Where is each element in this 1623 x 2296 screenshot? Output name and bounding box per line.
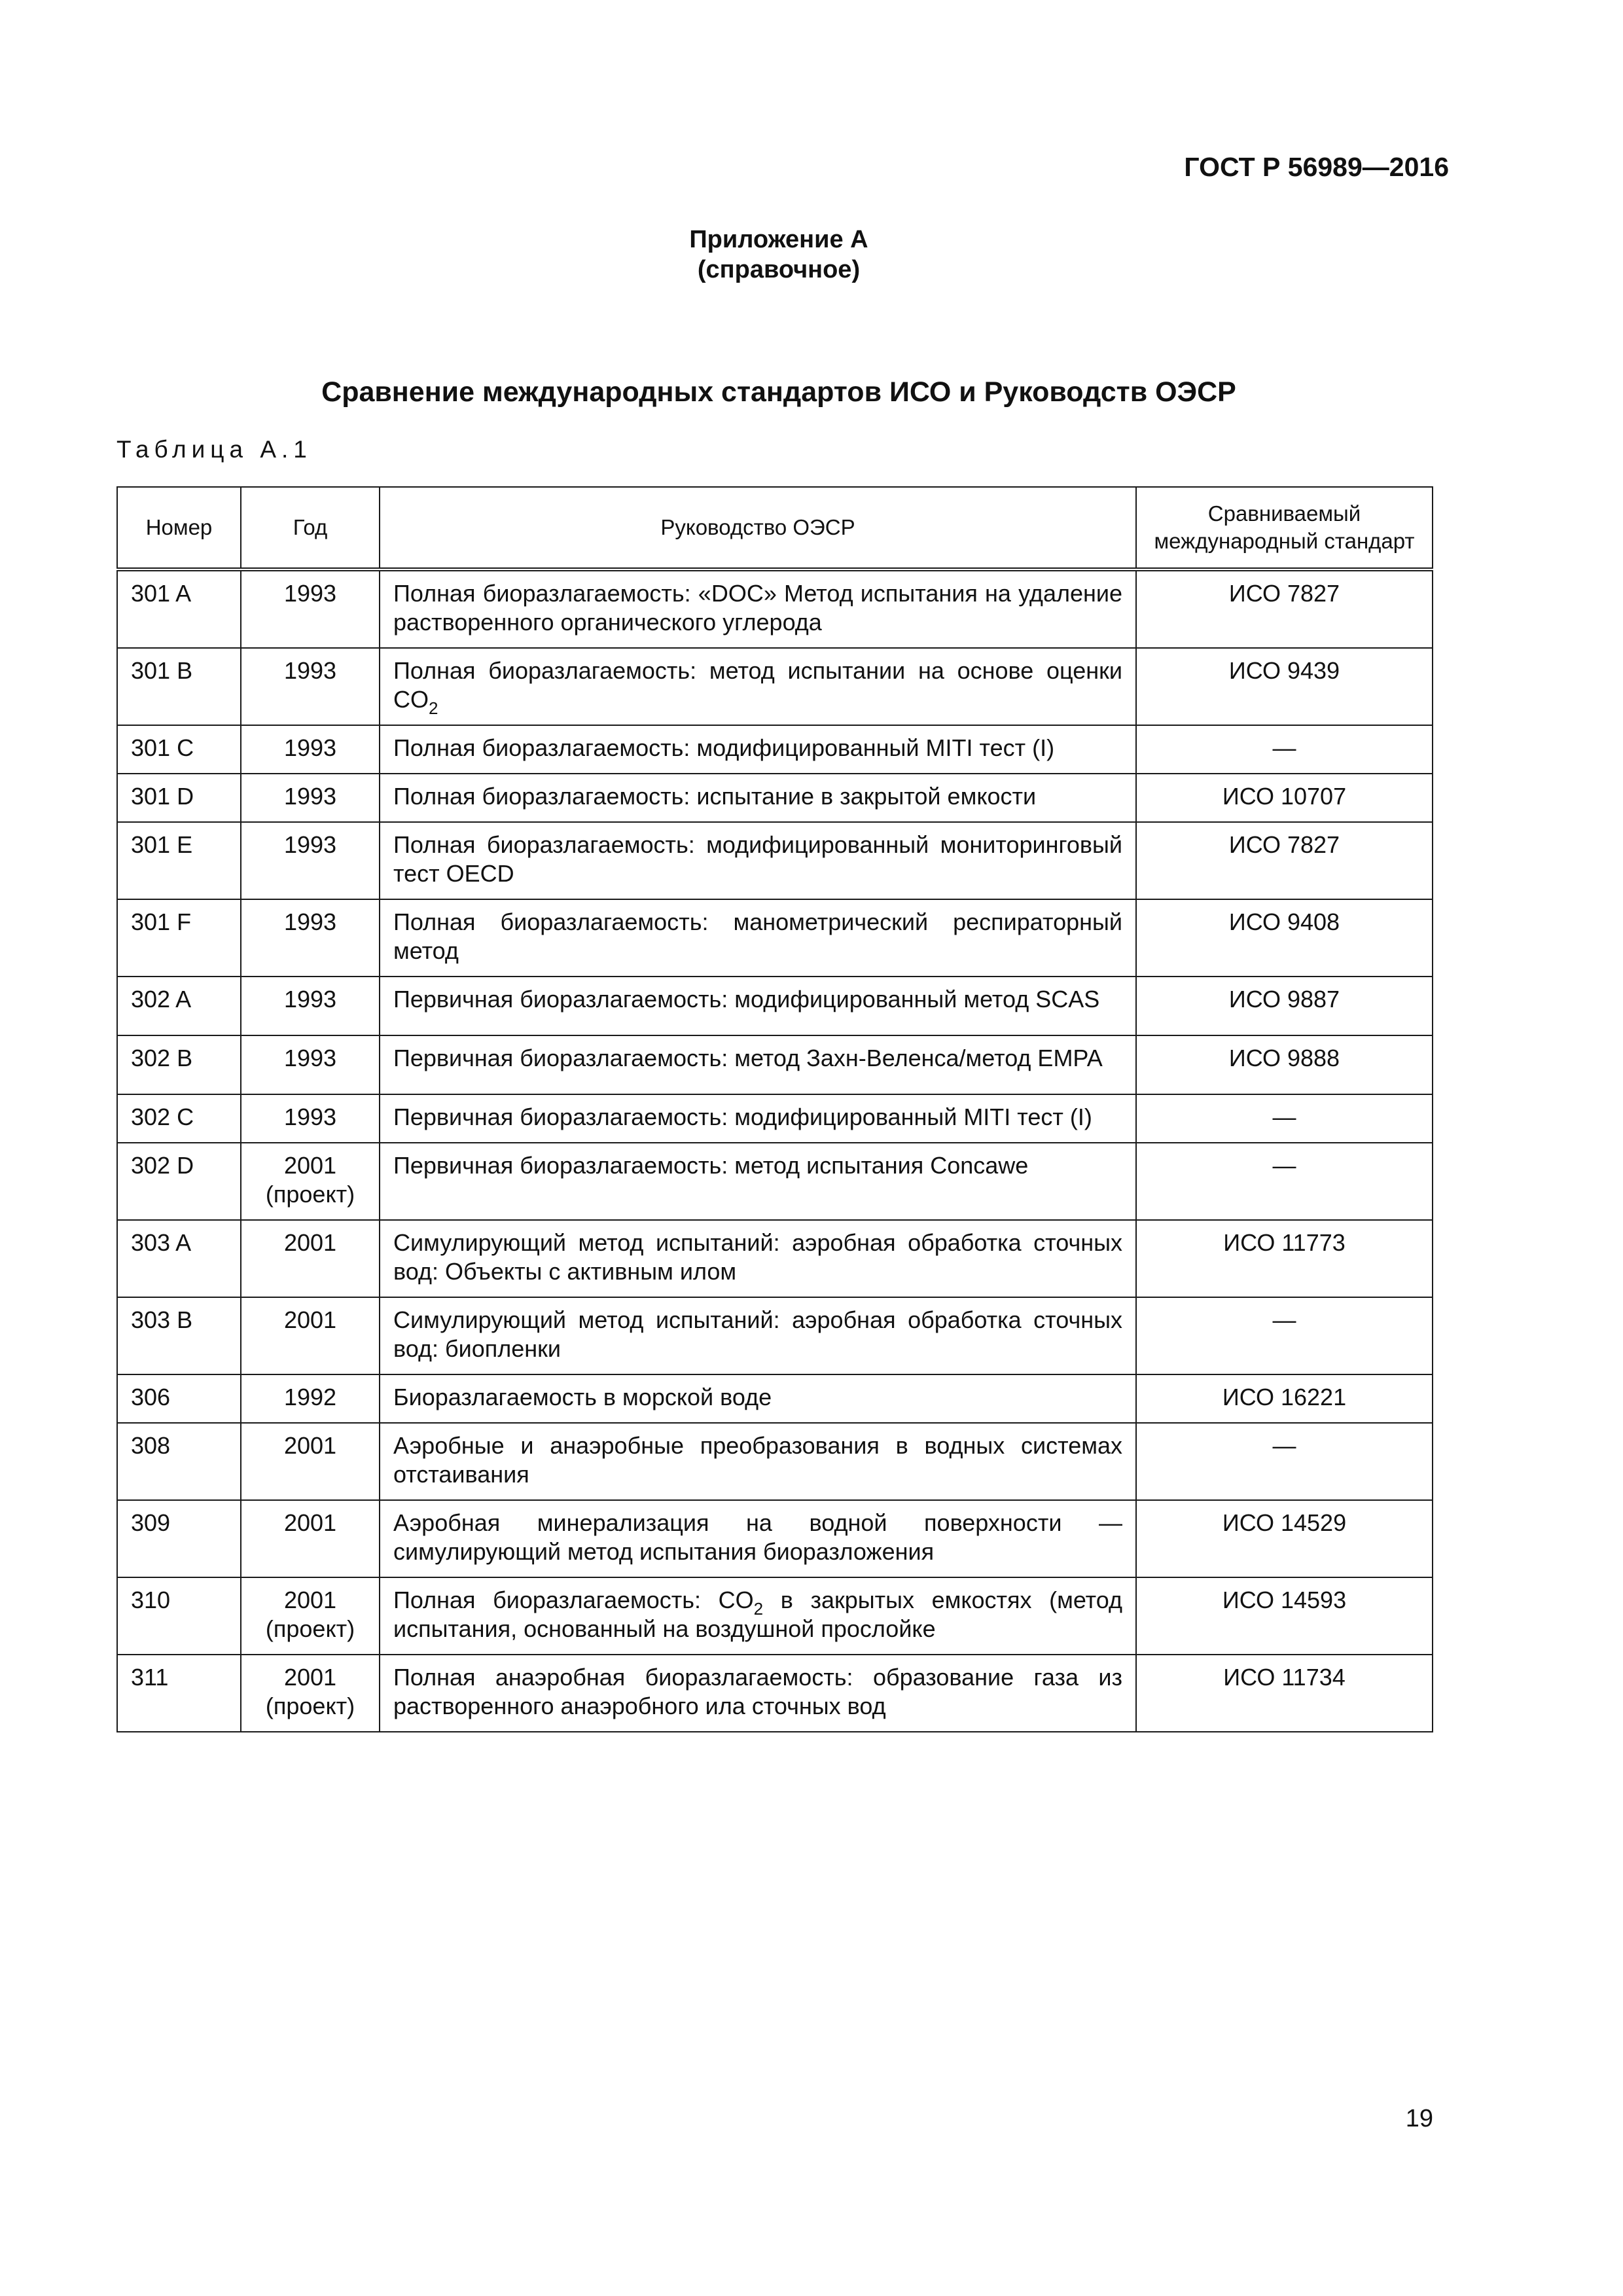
cell-year (241, 1655, 380, 1732)
cell-standard: ИСО 9887 (1136, 977, 1433, 1035)
cell-guideline: Полная биоразлагаемость: манометрический респираторный метод (380, 899, 1136, 977)
year-value: 2001 (283, 1229, 337, 1256)
year-value: 2001 (283, 1587, 337, 1613)
table-row (117, 822, 1433, 899)
cell-standard: ИСО 16221 (1136, 1374, 1433, 1423)
header-compared-standard (1136, 487, 1433, 569)
table-row (117, 1500, 1433, 1577)
cell-year (241, 822, 380, 899)
table-caption: Таблица А.1 (116, 436, 312, 463)
cell-guideline: Симулирующий метод испытаний: аэробная обработка сточных вод: Объекты с активным илом (380, 1220, 1136, 1297)
table-row (117, 1143, 1433, 1220)
table-row (117, 774, 1433, 822)
cell-guideline (380, 648, 1136, 725)
cell-number: 301 E (117, 822, 241, 899)
cell-number: 308 (117, 1423, 241, 1500)
year-value: 2001 (283, 1152, 337, 1179)
cell-number: 301 A (117, 569, 241, 648)
table-row (117, 977, 1433, 1035)
year-value: 1993 (283, 831, 337, 858)
cell-standard: ИСО 10707 (1136, 774, 1433, 822)
cell-number: 310 (117, 1577, 241, 1655)
year-value: 1993 (283, 580, 337, 607)
document-code: ГОСТ Р 56989—2016 (1184, 152, 1449, 182)
annex-title: Приложение А (689, 226, 868, 253)
table-row (117, 1374, 1433, 1423)
cell-year (241, 899, 380, 977)
cell-guideline: Полная биоразлагаемость: модифицированный MITI тест (I) (380, 725, 1136, 774)
cell-number: 302 C (117, 1094, 241, 1143)
table-row (117, 569, 1433, 648)
header-compared-standard-line1: Сравниваемый (1207, 501, 1361, 526)
table-row (117, 648, 1433, 725)
cell-guideline: Полная биоразлагаемость: модифицированный мониторинговый тест OECD (380, 822, 1136, 899)
cell-number: 301 C (117, 725, 241, 774)
cell-number: 301 D (117, 774, 241, 822)
table-row (117, 1220, 1433, 1297)
year-value: 1993 (283, 1103, 337, 1130)
section-title: Сравнение международных стандартов ИСО и Руководств ОЭСР (321, 376, 1236, 408)
cell-standard: ИСО 11734 (1136, 1655, 1433, 1732)
cell-standard: ИСО 14529 (1136, 1500, 1433, 1577)
year-value: 2001 (283, 1509, 337, 1536)
cell-number: 311 (117, 1655, 241, 1732)
cell-standard: ИСО 9408 (1136, 899, 1433, 977)
cell-number: 302 B (117, 1035, 241, 1094)
cell-year (241, 1220, 380, 1297)
table-row (117, 1297, 1433, 1374)
cell-guideline: Симулирующий метод испытаний: аэробная обработка сточных вод: биопленки (380, 1297, 1136, 1374)
guideline-text-tail: в закрытых емкостях (метод испытания, основанный на воздушной прослойке (393, 1587, 1122, 1642)
cell-number: 302 D (117, 1143, 241, 1220)
cell-standard: ИСО 11773 (1136, 1220, 1433, 1297)
cell-guideline: Полная анаэробная биоразлагаемость: образование газа из растворенного анаэробного ила сточных вод (380, 1655, 1136, 1732)
table-row (117, 1094, 1433, 1143)
cell-year (241, 725, 380, 774)
year-value: 1993 (283, 657, 337, 684)
header-number: Номер (117, 487, 241, 569)
year-note: (проект) (265, 1615, 355, 1642)
cell-number: 306 (117, 1374, 241, 1423)
subscript: 2 (429, 698, 438, 718)
cell-number: 301 F (117, 899, 241, 977)
cell-standard: — (1136, 1094, 1433, 1143)
year-value: 2001 (283, 1432, 337, 1459)
year-value: 1992 (283, 1384, 337, 1410)
cell-standard: — (1136, 1423, 1433, 1500)
cell-number: 301 B (117, 648, 241, 725)
cell-guideline: Аэробная минерализация на водной поверхности — симулирующий метод испытания биоразложения (380, 1500, 1136, 1577)
guideline-text: Полная биоразлагаемость: CO (393, 1587, 754, 1613)
year-value: 2001 (283, 1664, 337, 1691)
cell-standard: — (1136, 1297, 1433, 1374)
cell-guideline: Первичная биоразлагаемость: модифицированный MITI тест (I) (380, 1094, 1136, 1143)
cell-year (241, 1374, 380, 1423)
year-value: 1993 (283, 783, 337, 810)
table-row (117, 899, 1433, 977)
cell-standard: ИСО 7827 (1136, 569, 1433, 648)
cell-year (241, 569, 380, 648)
cell-year (241, 1423, 380, 1500)
cell-standard: — (1136, 725, 1433, 774)
cell-standard: ИСО 9888 (1136, 1035, 1433, 1094)
cell-year (241, 977, 380, 1035)
cell-standard: ИСО 7827 (1136, 822, 1433, 899)
cell-guideline: Полная биоразлагаемость: испытание в закрытой емкости (380, 774, 1136, 822)
cell-standard: ИСО 9439 (1136, 648, 1433, 725)
table-row (117, 1655, 1433, 1732)
year-value: 1993 (283, 1045, 337, 1071)
cell-number: 303 A (117, 1220, 241, 1297)
year-note: (проект) (265, 1181, 355, 1208)
cell-year (241, 774, 380, 822)
year-note: (проект) (265, 1693, 355, 1719)
cell-number: 302 A (117, 977, 241, 1035)
cell-number: 303 B (117, 1297, 241, 1374)
year-value: 1993 (283, 734, 337, 761)
subscript: 2 (753, 1599, 764, 1619)
cell-year (241, 648, 380, 725)
annex-type: (справочное) (697, 256, 861, 283)
cell-guideline: Биоразлагаемость в морской воде (380, 1374, 1136, 1423)
cell-guideline (380, 1577, 1136, 1655)
cell-year (241, 1297, 380, 1374)
header-year: Год (241, 487, 380, 569)
cell-standard: ИСО 14593 (1136, 1577, 1433, 1655)
cell-year (241, 1577, 380, 1655)
cell-year (241, 1035, 380, 1094)
cell-number: 309 (117, 1500, 241, 1577)
cell-year (241, 1094, 380, 1143)
table-row (117, 1577, 1433, 1655)
year-value: 1993 (283, 908, 337, 935)
year-value: 1993 (283, 986, 337, 1013)
cell-guideline: Полная биоразлагаемость: «DOC» Метод испытания на удаление растворенного органического углерода (380, 569, 1136, 648)
year-value: 2001 (283, 1306, 337, 1333)
table-header-row (117, 487, 1433, 569)
table-row (117, 725, 1433, 774)
guideline-text: Полная биоразлагаемость: метод испытании на основе оценки CO (393, 657, 1122, 713)
cell-year (241, 1500, 380, 1577)
comparison-table (116, 486, 1433, 1732)
cell-guideline: Первичная биоразлагаемость: метод Захн-Веленса/метод EMPA (380, 1035, 1136, 1094)
table-row (117, 1035, 1433, 1094)
header-oecd-guideline: Руководство ОЭСР (380, 487, 1136, 569)
page-number: 19 (1405, 2105, 1433, 2132)
cell-guideline: Аэробные и анаэробные преобразования в водных системах отстаивания (380, 1423, 1136, 1500)
cell-year (241, 1143, 380, 1220)
cell-guideline: Первичная биоразлагаемость: модифицированный метод SCAS (380, 977, 1136, 1035)
cell-standard: — (1136, 1143, 1433, 1220)
cell-guideline: Первичная биоразлагаемость: метод испытания Concawe (380, 1143, 1136, 1220)
header-compared-standard-line2: международный стандарт (1154, 529, 1415, 553)
table-row (117, 1423, 1433, 1500)
